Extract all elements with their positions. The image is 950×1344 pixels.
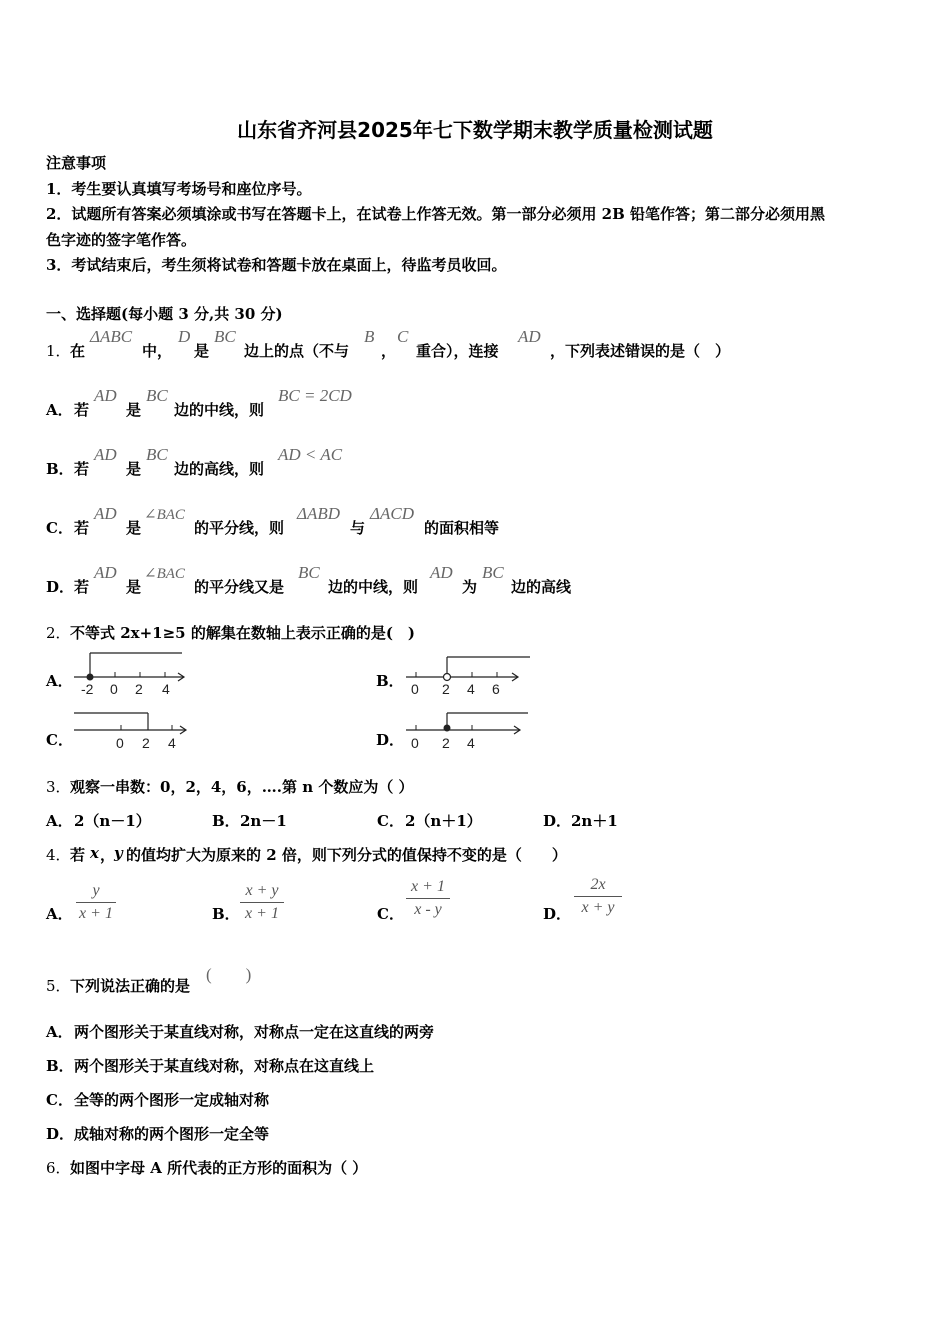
option-letter: D． xyxy=(376,731,405,749)
question-text: ，下列表述错误的是（ ） xyxy=(550,342,731,360)
fraction xyxy=(240,882,284,923)
math-expr: ΔABD xyxy=(297,504,341,523)
option-text: 成轴对称的两个图形一定全等 xyxy=(74,1125,270,1143)
option-letter: B． xyxy=(212,812,240,830)
math-expr: BC xyxy=(146,445,168,464)
notice-heading: 注意事项 xyxy=(46,154,107,172)
option-text: 若 xyxy=(74,460,90,478)
number-line-c xyxy=(70,708,194,752)
notice-item: 色字迹的签字笔作答。 xyxy=(46,231,197,249)
question-text: 观察一串数：0，2，4，6，….第 n 个数应为（ ） xyxy=(70,778,414,796)
question-text: x xyxy=(90,844,99,862)
tick-label: 2 xyxy=(135,681,143,697)
option-letter: B． xyxy=(212,905,240,923)
option-text: 若 xyxy=(74,578,90,596)
math-expr: AD xyxy=(94,386,117,405)
question-text: 中， xyxy=(142,342,173,360)
question-text: 在 xyxy=(70,342,86,360)
question-number: 5． xyxy=(46,977,71,995)
option-letter: C． xyxy=(377,812,404,830)
option-letter: A． xyxy=(46,905,73,923)
notice-item: 1．考生要认真填写考场号和座位序号。 xyxy=(46,180,312,198)
option-text: 两个图形关于某直线对称，对称点在这直线上 xyxy=(74,1057,375,1075)
tick-label: -2 xyxy=(81,681,94,697)
question-text: 是 xyxy=(194,342,210,360)
option-letter: A． xyxy=(46,812,73,830)
question-text: y xyxy=(114,844,123,862)
numerator: x + 1 xyxy=(411,878,445,895)
option-letter: C． xyxy=(46,731,73,749)
math-expr: AD xyxy=(94,445,117,464)
math-expr: AD xyxy=(94,563,117,582)
fraction xyxy=(76,882,116,923)
math-expr: AD < AC xyxy=(278,445,343,464)
fraction xyxy=(406,878,450,919)
option-text: 与 xyxy=(350,519,366,537)
option-text: 全等的两个图形一定成轴对称 xyxy=(74,1091,270,1109)
tick-label: 0 xyxy=(411,735,419,751)
math-expr: BC xyxy=(482,563,504,582)
question-text: 下列说法正确的是 xyxy=(70,977,191,995)
option-text: 若 xyxy=(74,519,90,537)
math-expr: BC xyxy=(146,386,168,405)
option-text: 边的中线，则 xyxy=(328,578,419,596)
question-text: 如图中字母 A 所代表的正方形的面积为（ ） xyxy=(70,1159,368,1177)
option-text: 2（n－1） xyxy=(74,812,151,830)
option-text: 边的高线，则 xyxy=(174,460,265,478)
option-letter: A． xyxy=(46,1023,73,1041)
section-heading: 一、选择题(每小题 3 分,共 30 分) xyxy=(46,305,283,323)
option-text: 的面积相等 xyxy=(424,519,500,537)
page-title: 山东省齐河县2025年七下数学期末教学质量检测试题 xyxy=(237,118,713,142)
option-letter: B． xyxy=(46,460,74,478)
math-expr: BC xyxy=(214,327,236,346)
tick-label: 0 xyxy=(116,735,124,751)
option-letter: D． xyxy=(46,1125,75,1143)
option-text: 若 xyxy=(74,401,90,419)
question-number: 6． xyxy=(46,1159,71,1177)
math-expr: ∠BAC xyxy=(144,566,185,582)
option-text: 为 xyxy=(462,578,478,596)
option-letter: D． xyxy=(543,905,572,923)
tick-label: 0 xyxy=(411,681,419,697)
numerator: 2x xyxy=(590,876,606,893)
option-letter: C． xyxy=(46,519,73,537)
math-expr: ΔACD xyxy=(370,504,414,523)
option-letter: D． xyxy=(543,812,572,830)
tick-label: 0 xyxy=(110,681,118,697)
math-expr: ΔABC xyxy=(90,327,133,346)
math-expr: BC xyxy=(298,563,320,582)
question-text: 边上的点（不与 xyxy=(244,342,350,360)
math-expr: AD xyxy=(430,563,453,582)
numerator: y xyxy=(92,882,100,899)
question-text: 的值均扩大为原来的 2 倍，则下列分式的值保持不变的是（ ） xyxy=(126,846,567,864)
option-text: 是 xyxy=(126,401,142,419)
question-text: ， xyxy=(100,846,116,864)
number-line-b xyxy=(402,648,534,698)
option-letter: D． xyxy=(46,578,75,596)
option-text: 2（n＋1） xyxy=(405,812,482,830)
option-text: 是 xyxy=(126,519,142,537)
numerator: x + y xyxy=(245,882,279,899)
option-text: 2n＋1 xyxy=(571,812,618,830)
question-text: 不等式 2x+1≥5 的解集在数轴上表示正确的是( ) xyxy=(70,624,416,642)
option-letter: C． xyxy=(46,1091,73,1109)
option-letter: C． xyxy=(377,905,404,923)
tick-label: 4 xyxy=(162,681,170,697)
option-text: 的平分线又是 xyxy=(194,578,285,596)
option-letter: A． xyxy=(46,401,73,419)
notice-item: 3．考试结束后，考生须将试卷和答题卡放在桌面上，待监考员收回。 xyxy=(46,256,507,274)
number-line-a xyxy=(70,648,190,698)
math-expr: AD xyxy=(518,327,541,346)
math-expr: ∠BAC xyxy=(144,507,185,523)
option-letter: B． xyxy=(46,1057,74,1075)
option-text: 2n－1 xyxy=(240,812,287,830)
tick-label: 2 xyxy=(442,681,450,697)
option-text: 两个图形关于某直线对称，对称点一定在这直线的两旁 xyxy=(74,1023,435,1041)
math-expr: B xyxy=(364,327,375,346)
question-text: 若 xyxy=(70,846,86,864)
tick-label: 2 xyxy=(142,735,150,751)
denominator: x + 1 xyxy=(245,905,279,922)
option-text: 边的中线，则 xyxy=(174,401,265,419)
math-expr: D xyxy=(178,327,191,346)
answer-paren: ( ) xyxy=(206,965,252,984)
question-text: 重合），连接 xyxy=(416,342,499,360)
notice-item: 2．试题所有答案必须填涂或书写在答题卡上，在试卷上作答无效。第一部分必须用 2B 铅笔作答；第二部分必须用黑 xyxy=(46,205,826,223)
tick-label: 4 xyxy=(467,735,475,751)
number-line-d xyxy=(402,708,534,752)
math-expr: BC = 2CD xyxy=(278,386,352,405)
tick-label: 6 xyxy=(492,681,500,697)
option-text: 是 xyxy=(126,578,142,596)
math-expr: C xyxy=(397,327,409,346)
fraction xyxy=(574,876,622,917)
math-expr: AD xyxy=(94,504,117,523)
denominator: x + 1 xyxy=(79,905,113,922)
question-number: 4． xyxy=(46,846,71,864)
option-text: 是 xyxy=(126,460,142,478)
question-text: ， xyxy=(381,342,397,360)
question-number: 3． xyxy=(46,778,71,796)
denominator: x - y xyxy=(414,901,442,918)
option-text: 的平分线，则 xyxy=(194,519,285,537)
tick-label: 4 xyxy=(168,735,176,751)
option-letter: A． xyxy=(46,672,73,690)
tick-label: 4 xyxy=(467,681,475,697)
tick-label: 2 xyxy=(442,735,450,751)
question-number: 1． xyxy=(46,342,71,360)
option-text: 边的高线 xyxy=(511,578,572,596)
denominator: x + y xyxy=(581,899,615,916)
question-number: 2． xyxy=(46,624,71,642)
option-letter: B． xyxy=(376,672,404,690)
